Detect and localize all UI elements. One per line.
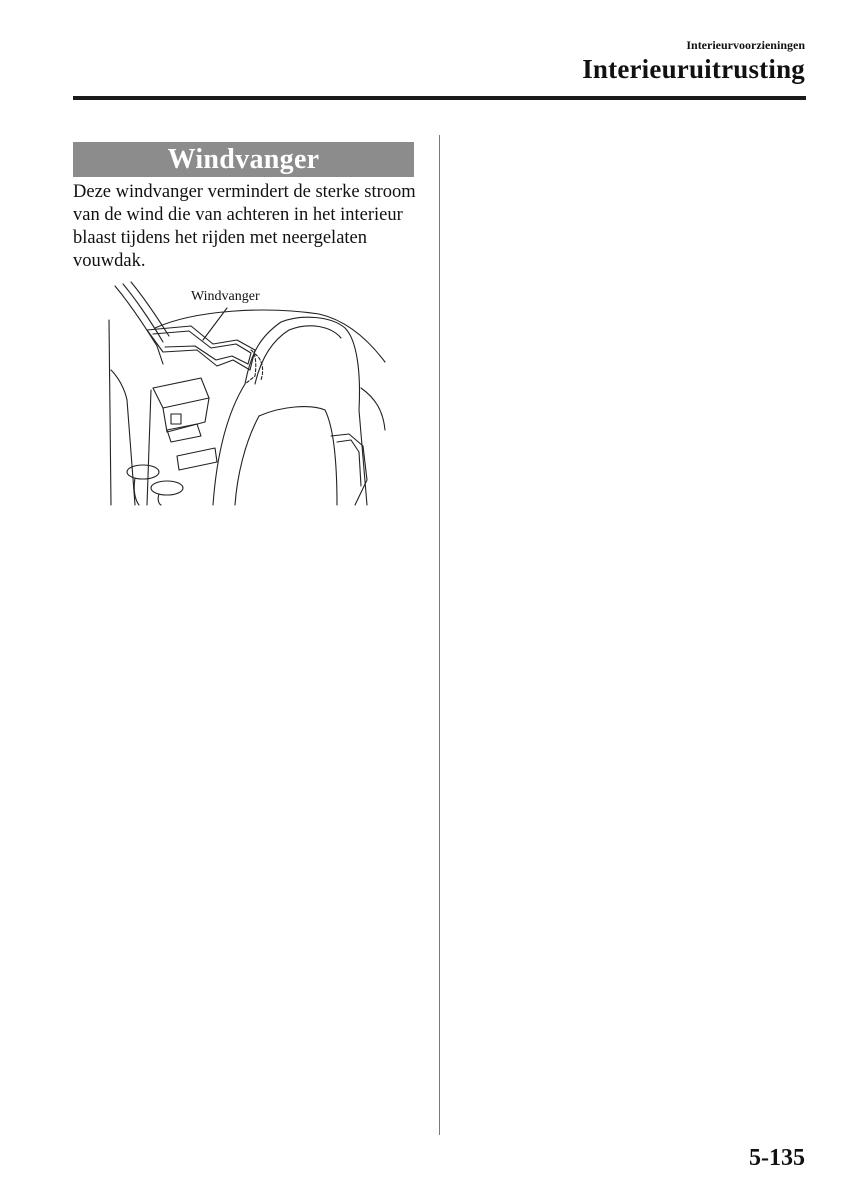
windvanger-illustration xyxy=(105,280,395,510)
section-heading: Windvanger xyxy=(167,143,320,175)
header-section-label: Interieurvoorzieningen xyxy=(686,38,805,52)
figure-label: Windvanger xyxy=(191,289,260,304)
car-interior-drawing xyxy=(105,280,395,510)
section-body-text: Deze windvanger vermindert de sterke stroom van de wind die van achteren in het interieur blaast tijdens het rijden met neergelaten vouwdak. xyxy=(73,182,416,271)
door-frame xyxy=(115,286,163,364)
page-number: 5-135 xyxy=(749,1145,805,1171)
header-rule xyxy=(73,96,806,100)
center-console xyxy=(153,378,209,408)
column-divider xyxy=(439,135,440,1135)
page-title: Interieuruitrusting xyxy=(582,54,805,84)
cup-holder xyxy=(127,465,159,479)
seat-backrest xyxy=(213,384,245,505)
section-banner xyxy=(73,142,414,177)
